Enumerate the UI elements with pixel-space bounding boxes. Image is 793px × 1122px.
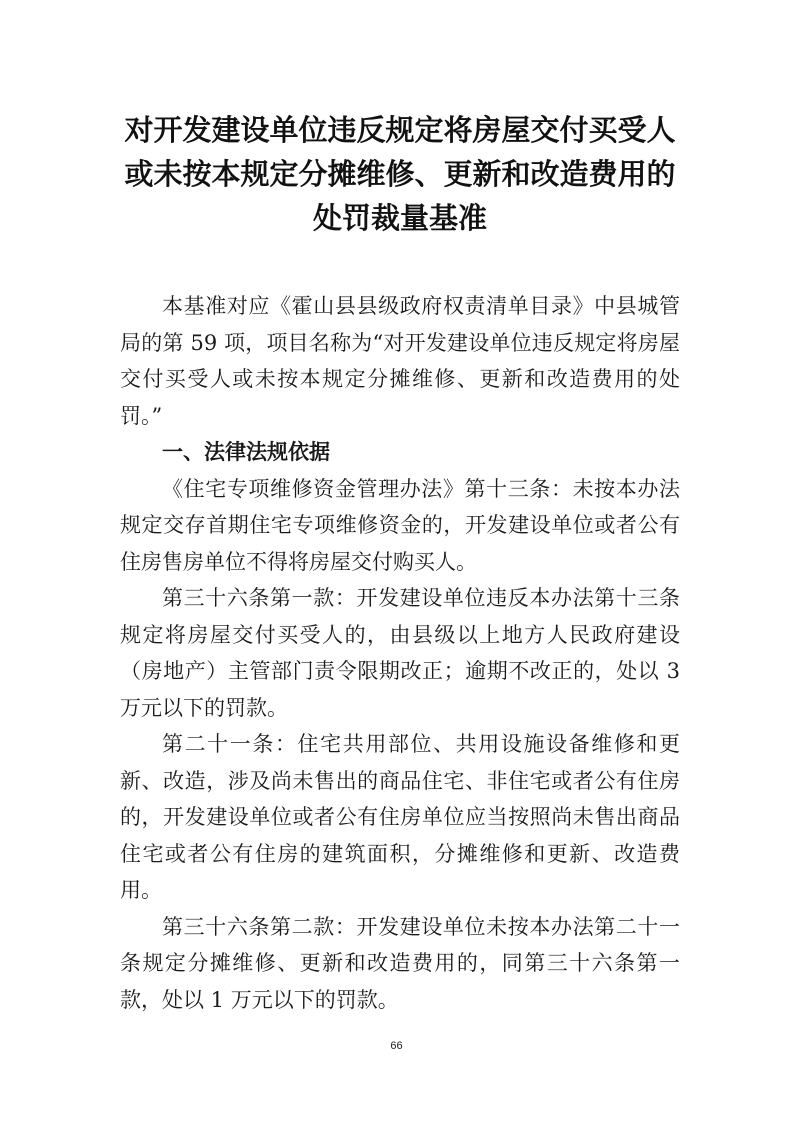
title-line-1: 对开发建设单位违反规定将房屋交付买受人: [124, 113, 676, 147]
article-36-1-paragraph: 第三十六条第一款：开发建设单位违反本办法第十三条规定将房屋交付买受人的，由县级以上地方人民政府建设（房地产）主管部门责令限期改正；逾期不改正的，处以 3 万元以下的罚款。: [120, 586, 680, 720]
page-number: 66: [390, 1040, 403, 1052]
document-body: [120, 288, 680, 1018]
section-heading: 一、法律法规依据: [162, 440, 330, 464]
article-36-2-paragraph: 第三十六条第二款：开发建设单位未按本办法第二十一条规定分摊维修、更新和改造费用的，同第三十六条第一款，处以 1 万元以下的罚款。: [120, 914, 680, 1012]
document-title: [100, 108, 700, 240]
title-line-2: 或未按本规定分摊维修、更新和改造费用的: [124, 157, 676, 191]
article-13-paragraph: 《住宅专项维修资金管理办法》第十三条：未按本办法规定交存首期住宅专项维修资金的，开发建设单位或者公有住房售房单位不得将房屋交付购买人。: [120, 476, 680, 574]
intro-paragraph: 本基准对应《霍山县县级政府权责清单目录》中县城管局的第 59 项，项目名称为“对开发建设单位违反规定将房屋交付买受人或未按本规定分摊维修、更新和改造费用的处罚。”: [120, 294, 680, 428]
article-21-paragraph: 第二十一条：住宅共用部位、共用设施设备维修和更新、改造，涉及尚未售出的商品住宅、非住宅或者公有住房的，开发建设单位或者公有住房单位应当按照尚未售出商品住宅或者公有住房的建筑面积，分摊维修和更新、改造费用。: [120, 732, 680, 902]
title-line-3: 处罚裁量基准: [312, 201, 487, 235]
